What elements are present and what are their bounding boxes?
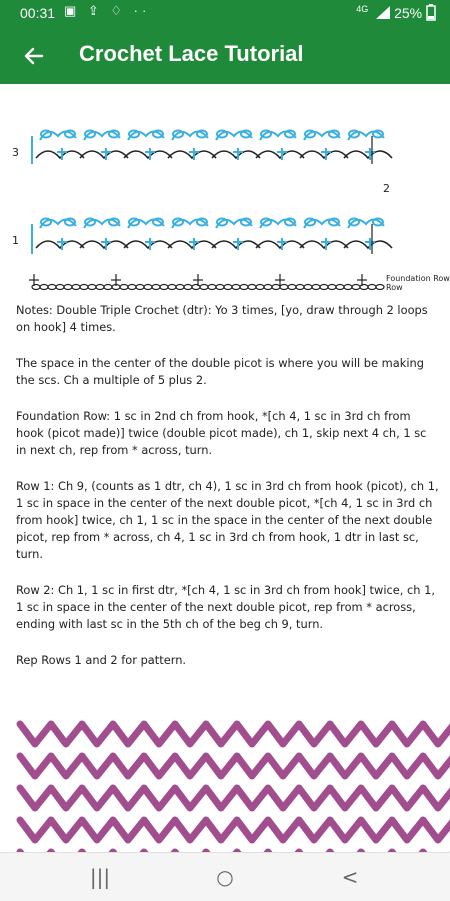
diagram-foundation-chain — [224, 285, 232, 290]
diagram-foundation-chain — [376, 285, 384, 290]
diagram-foundation-chain — [360, 285, 368, 290]
note-paragraph: Row 2: Ch 1, 1 sc in first dtr, *[ch 4, 1 sc in 3rd ch from hook] twice, ch 1, 1 sc in space in the center of the next double picot, rep from * across, ending with last sc in the 5th ch of the beg ch 9, turn. — [16, 583, 435, 631]
diagram-foundation-chain — [304, 285, 312, 290]
diagram-foundation-chain — [88, 285, 96, 290]
diagram-picot-arc — [128, 219, 164, 228]
diagram-picot-arc — [216, 219, 252, 228]
yarn-strand — [20, 756, 450, 776]
yarn-strand — [20, 820, 450, 840]
diagram-foundation-chain — [48, 285, 56, 290]
diagram-foundation-chain — [72, 285, 80, 290]
diagram-foundation-chain — [296, 285, 304, 290]
diagram-foundation-chain — [144, 285, 152, 290]
diagram-picot-arc — [84, 131, 120, 140]
note-paragraph: Rep Rows 1 and 2 for pattern. — [16, 653, 187, 667]
diagram-foundation-chain — [120, 285, 128, 290]
diagram-foundation-chain — [272, 285, 280, 290]
signal-icon — [376, 6, 390, 19]
diagram-foundation-chain — [192, 285, 200, 290]
diagram-foundation-chain — [288, 285, 296, 290]
diagram-foundation-chain — [216, 285, 224, 290]
diagram-foundation-chain — [256, 285, 264, 290]
notification-icons: ▣ ⇪ ♢ ·· — [64, 3, 151, 18]
diagram-foundation-chain — [64, 285, 72, 290]
diagram-row-label: 2 — [383, 182, 390, 195]
home-icon[interactable]: ○ — [216, 865, 234, 889]
app-bar — [0, 28, 450, 84]
diagram-picot-arc — [348, 131, 384, 140]
diagram-picot-arc — [172, 219, 208, 228]
diagram-foundation-chain — [312, 285, 320, 290]
yarn-strand — [20, 788, 450, 808]
yarn-strand — [20, 724, 450, 744]
diagram-foundation-label: Foundation Row — [386, 274, 450, 283]
crochet-sample-photo — [20, 710, 428, 870]
page-title: Crochet Lace Tutorial — [79, 41, 304, 66]
diagram-foundation-chain — [240, 285, 248, 290]
diagram-foundation-chain — [40, 285, 48, 290]
diagram-foundation-chain — [320, 285, 328, 290]
note-paragraph: The space in the center of the double picot is where you will be making the scs. Ch a multiple of 5 plus 2. — [16, 356, 424, 387]
diagram-picot-arc — [216, 131, 252, 140]
back-arrow-icon[interactable] — [18, 38, 50, 74]
diagram-foundation-chain — [104, 285, 112, 290]
network-label: 4G — [356, 4, 369, 14]
diagram-picot-arc — [260, 219, 296, 228]
diagram-foundation-chain — [184, 285, 192, 290]
diagram-row-label: 3 — [12, 146, 19, 159]
note-paragraph: Notes: Double Triple Crochet (dtr): Yo 3 times, [yo, draw through 2 loops on hook] 4 times. — [16, 303, 428, 334]
status-time: 00:31 — [20, 5, 56, 21]
diagram-foundation-chain — [352, 285, 360, 290]
diagram-picot-arc — [348, 219, 384, 228]
diagram-foundation-chain — [136, 285, 144, 290]
diagram-picot-arc — [84, 219, 120, 228]
recent-apps-icon[interactable]: ||| — [89, 865, 111, 889]
diagram-foundation-chain — [152, 285, 160, 290]
system-navigation-bar — [0, 852, 450, 901]
status-right — [356, 4, 436, 21]
diagram-foundation-chain — [328, 285, 336, 290]
diagram-foundation-chain — [32, 285, 40, 290]
diagram-picot-arc — [260, 131, 296, 140]
diagram-row-label: 1 — [12, 234, 19, 247]
battery-icon — [426, 4, 436, 20]
diagram-foundation-chain — [280, 285, 288, 290]
battery-text: 25% — [394, 5, 423, 21]
diagram-foundation-chain — [168, 285, 176, 290]
diagram-foundation-chain — [344, 285, 352, 290]
diagram-picot-arc — [40, 219, 76, 228]
diagram-foundation-label-2: Row — [386, 283, 403, 292]
diagram-foundation-chain — [248, 285, 256, 290]
diagram-foundation-chain — [336, 285, 344, 290]
diagram-foundation-chain — [208, 285, 216, 290]
note-paragraph: Row 1: Ch 9, (counts as 1 dtr, ch 4), 1 sc in 3rd ch from hook (picot), ch 1, 1 sc in space in the center of the next double picot, *[ch 4, 1 sc in 3rd ch from hook] twice, ch 1, 1 sc in the space in the center of the next double picot, rep from * across, ch 4, 1 sc in 3rd ch from hook, 1 dtr in last sc, turn. — [16, 479, 439, 561]
diagram-foundation-chain — [232, 285, 240, 290]
diagram-foundation-chain — [128, 285, 136, 290]
diagram-foundation-chain — [264, 285, 272, 290]
diagram-foundation-chain — [200, 285, 208, 290]
diagram-picot-arc — [304, 219, 340, 228]
crochet-stitch-diagram — [10, 104, 450, 299]
diagram-foundation-chain — [80, 285, 88, 290]
instructions-text — [16, 302, 440, 688]
diagram-foundation-chain — [96, 285, 104, 290]
diagram-picot-arc — [40, 131, 76, 140]
diagram-picot-arc — [128, 131, 164, 140]
diagram-foundation-chain — [160, 285, 168, 290]
back-icon[interactable]: < — [341, 865, 359, 889]
diagram-picot-arc — [304, 131, 340, 140]
content-scroll[interactable] — [0, 84, 450, 852]
diagram-foundation-chain — [368, 285, 376, 290]
status-bar — [0, 0, 450, 28]
note-paragraph: Foundation Row: 1 sc in 2nd ch from hook, *[ch 4, 1 sc in 3rd ch from hook (picot made)] twice (double picot made), ch 1, skip next 4 ch, 1 sc in next ch, rep from * across, turn. — [16, 409, 427, 457]
diagram-foundation-chain — [56, 285, 64, 290]
diagram-picot-arc — [172, 131, 208, 140]
diagram-foundation-chain — [176, 285, 184, 290]
